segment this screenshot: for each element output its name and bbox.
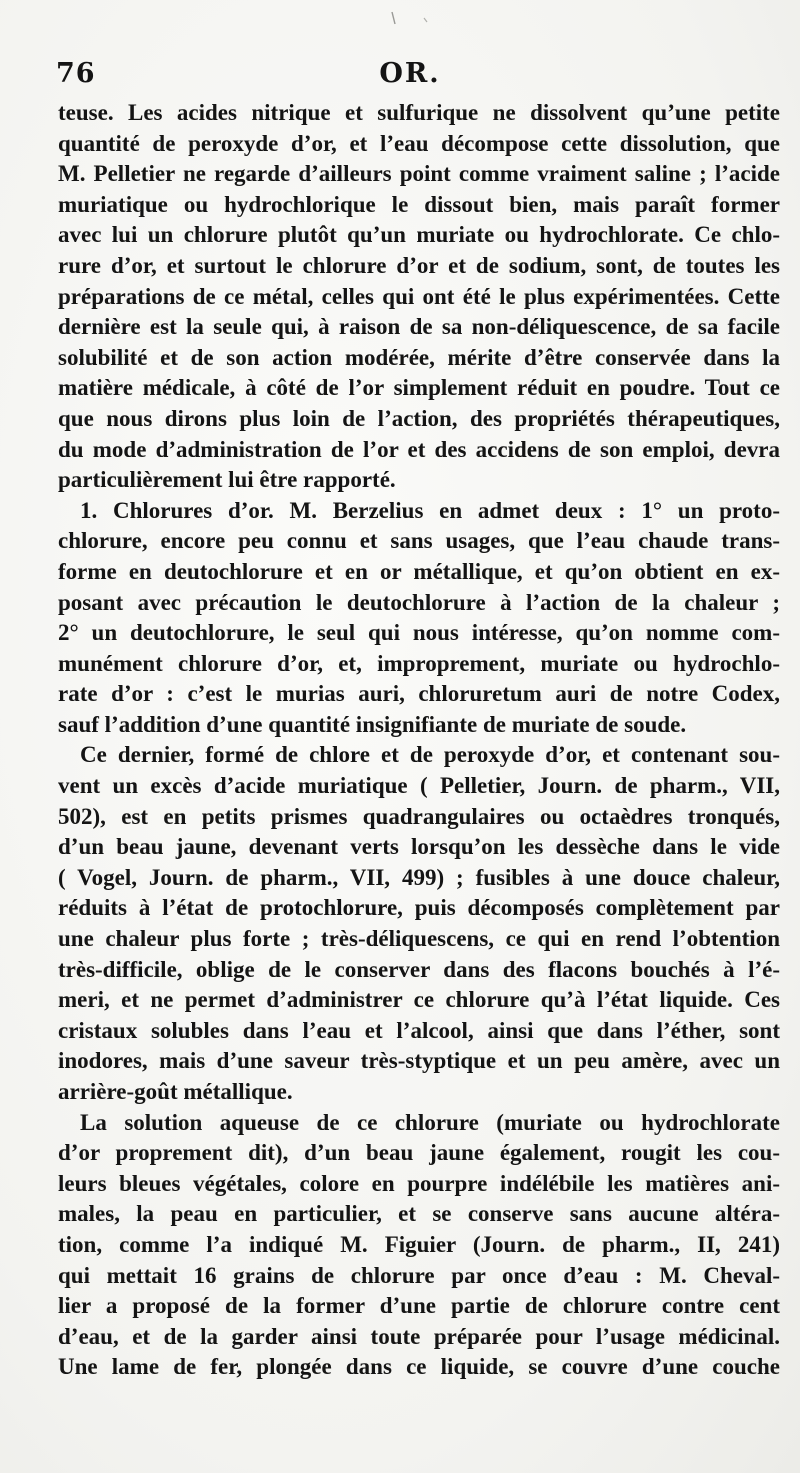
text-line: que nous dirons plus loin de l’action, des propriétés thérapeutiques, (58, 405, 780, 431)
text-line: d’eau, et de la garder ainsi toute préparée pour l’usage médicinal. (58, 1323, 780, 1349)
text-line: matière médicale, à côté de l’or simplement réduit en poudre. Tout ce (58, 375, 780, 401)
text-line: meri, et ne permet d’administrer ce chlorure qu’à l’état liquide. Ces (58, 987, 780, 1013)
paragraph (58, 1108, 780, 1383)
text-line: 2° un deutochlorure, le seul qui nous intéresse, qu’on nomme com- (58, 620, 780, 646)
text-line: quantité de peroxyde d’or, et l’eau décompose cette dissolution, que (58, 130, 780, 156)
text-line: 1. Chlorures d’or. M. Berzelius en admet deux : 1° un proto- (80, 497, 780, 523)
text-line: La solution aqueuse de ce chlorure (muriate ou hydrochlorate (80, 1109, 780, 1135)
text-line: sauf l’addition d’une quantité insignifiante de muriate de soude. (58, 711, 687, 737)
text-line: teuse. Les acides nitrique et sulfurique ne dissolvent qu’une petite (58, 100, 780, 125)
paragraph (58, 98, 780, 496)
text-line: Ce dernier, formé de chlore et de peroxyde d’or, et contenant sou- (80, 742, 780, 768)
text-line: leurs bleues végétales, colore en pourpre indélébile les matières ani- (58, 1170, 780, 1196)
text-line: forme en deutochlorure et en or métallique, et qu’on obtient en ex- (58, 558, 780, 584)
text-line: posant avec précaution le deutochlorure à l’action de la chaleur ; (58, 589, 780, 615)
running-head (56, 58, 764, 92)
page-title: OR. (379, 58, 441, 89)
text-line: muriatique ou hydrochlorique le dissout bien, mais paraît former (58, 191, 780, 217)
text-line: rure d’or, et surtout le chlorure d’or et de sodium, sont, de toutes les (58, 252, 780, 278)
text-line: avec lui un chlorure plutôt qu’un muriate ou hydrochlorate. Ce chlo- (58, 222, 780, 248)
text-line: une chaleur plus forte ; très-déliquescens, ce qui en rend l’obtention (58, 926, 780, 952)
text-line: lier a proposé de la former d’une partie de chlorure contre cent (58, 1293, 780, 1319)
text-line: ( Vogel, Journ. de pharm., VII, 499) ; fusibles à une douce chaleur, (58, 864, 780, 890)
paragraph (58, 496, 780, 741)
text-line: tion, comme l’a indiqué M. Figuier (Journ. de pharm., II, 241) (58, 1231, 780, 1257)
text-line: rate d’or : c’est le murias auri, chloruretum auri de notre Codex, (58, 681, 780, 707)
text-line: 502), est en petits prismes quadrangulaires ou octaèdres tronqués, (58, 803, 780, 829)
paragraph (58, 740, 780, 1107)
text-line: particulièrement lui être rapporté. (58, 467, 396, 493)
text-line: préparations de ce métal, celles qui ont été le plus expérimentées. Cette (58, 283, 780, 309)
text-line: cristaux solubles dans l’eau et l’alcool, ainsi que dans l’éther, sont (58, 1017, 780, 1043)
page-number: 76 (56, 58, 96, 89)
text-line: arrière-goût métallique. (58, 1079, 293, 1104)
text-line: M. Pelletier ne regarde d’ailleurs point comme vraiment saline ; l’acide (58, 161, 780, 187)
text-line: du mode d’administration de l’or et des accidens de son emploi, devra (58, 436, 780, 462)
text-line: réduits à l’état de protochlorure, puis décomposés complètement par (58, 895, 780, 921)
text-line: d’or proprement dit), d’un beau jaune également, rougit les cou- (58, 1140, 780, 1166)
text-line: munément chlorure d’or, et, improprement, muriate ou hydrochlo- (58, 650, 780, 676)
text-line: très-difficile, oblige de le conserver dans des flacons bouchés à l’é- (58, 956, 780, 982)
text-line: solubilité et de son action modérée, mérite d’être conservée dans la (58, 344, 780, 370)
text-line: vent un excès d’acide muriatique ( Pelletier, Journ. de pharm., VII, (58, 773, 780, 799)
text-line: inodores, mais d’une saveur très-styptique et un peu amère, avec un (58, 1048, 780, 1074)
text-line: qui mettait 16 grains de chlorure par once d’eau : M. Cheval- (58, 1262, 780, 1288)
text-line: d’un beau jaune, devenant verts lorsqu’on les dessèche dans le vide (58, 834, 780, 860)
body-text (58, 98, 780, 1383)
text-line: chlorure, encore peu connu et sans usages, que l’eau chaude trans- (58, 528, 780, 554)
text-line: males, la peau en particulier, et se conserve sans aucune altéra- (58, 1201, 780, 1227)
text-line: Une lame de fer, plongée dans ce liquide, se couvre d’une couche (58, 1354, 780, 1380)
text-line: dernière est la seule qui, à raison de sa non-déliquescence, de sa facile (58, 314, 780, 340)
